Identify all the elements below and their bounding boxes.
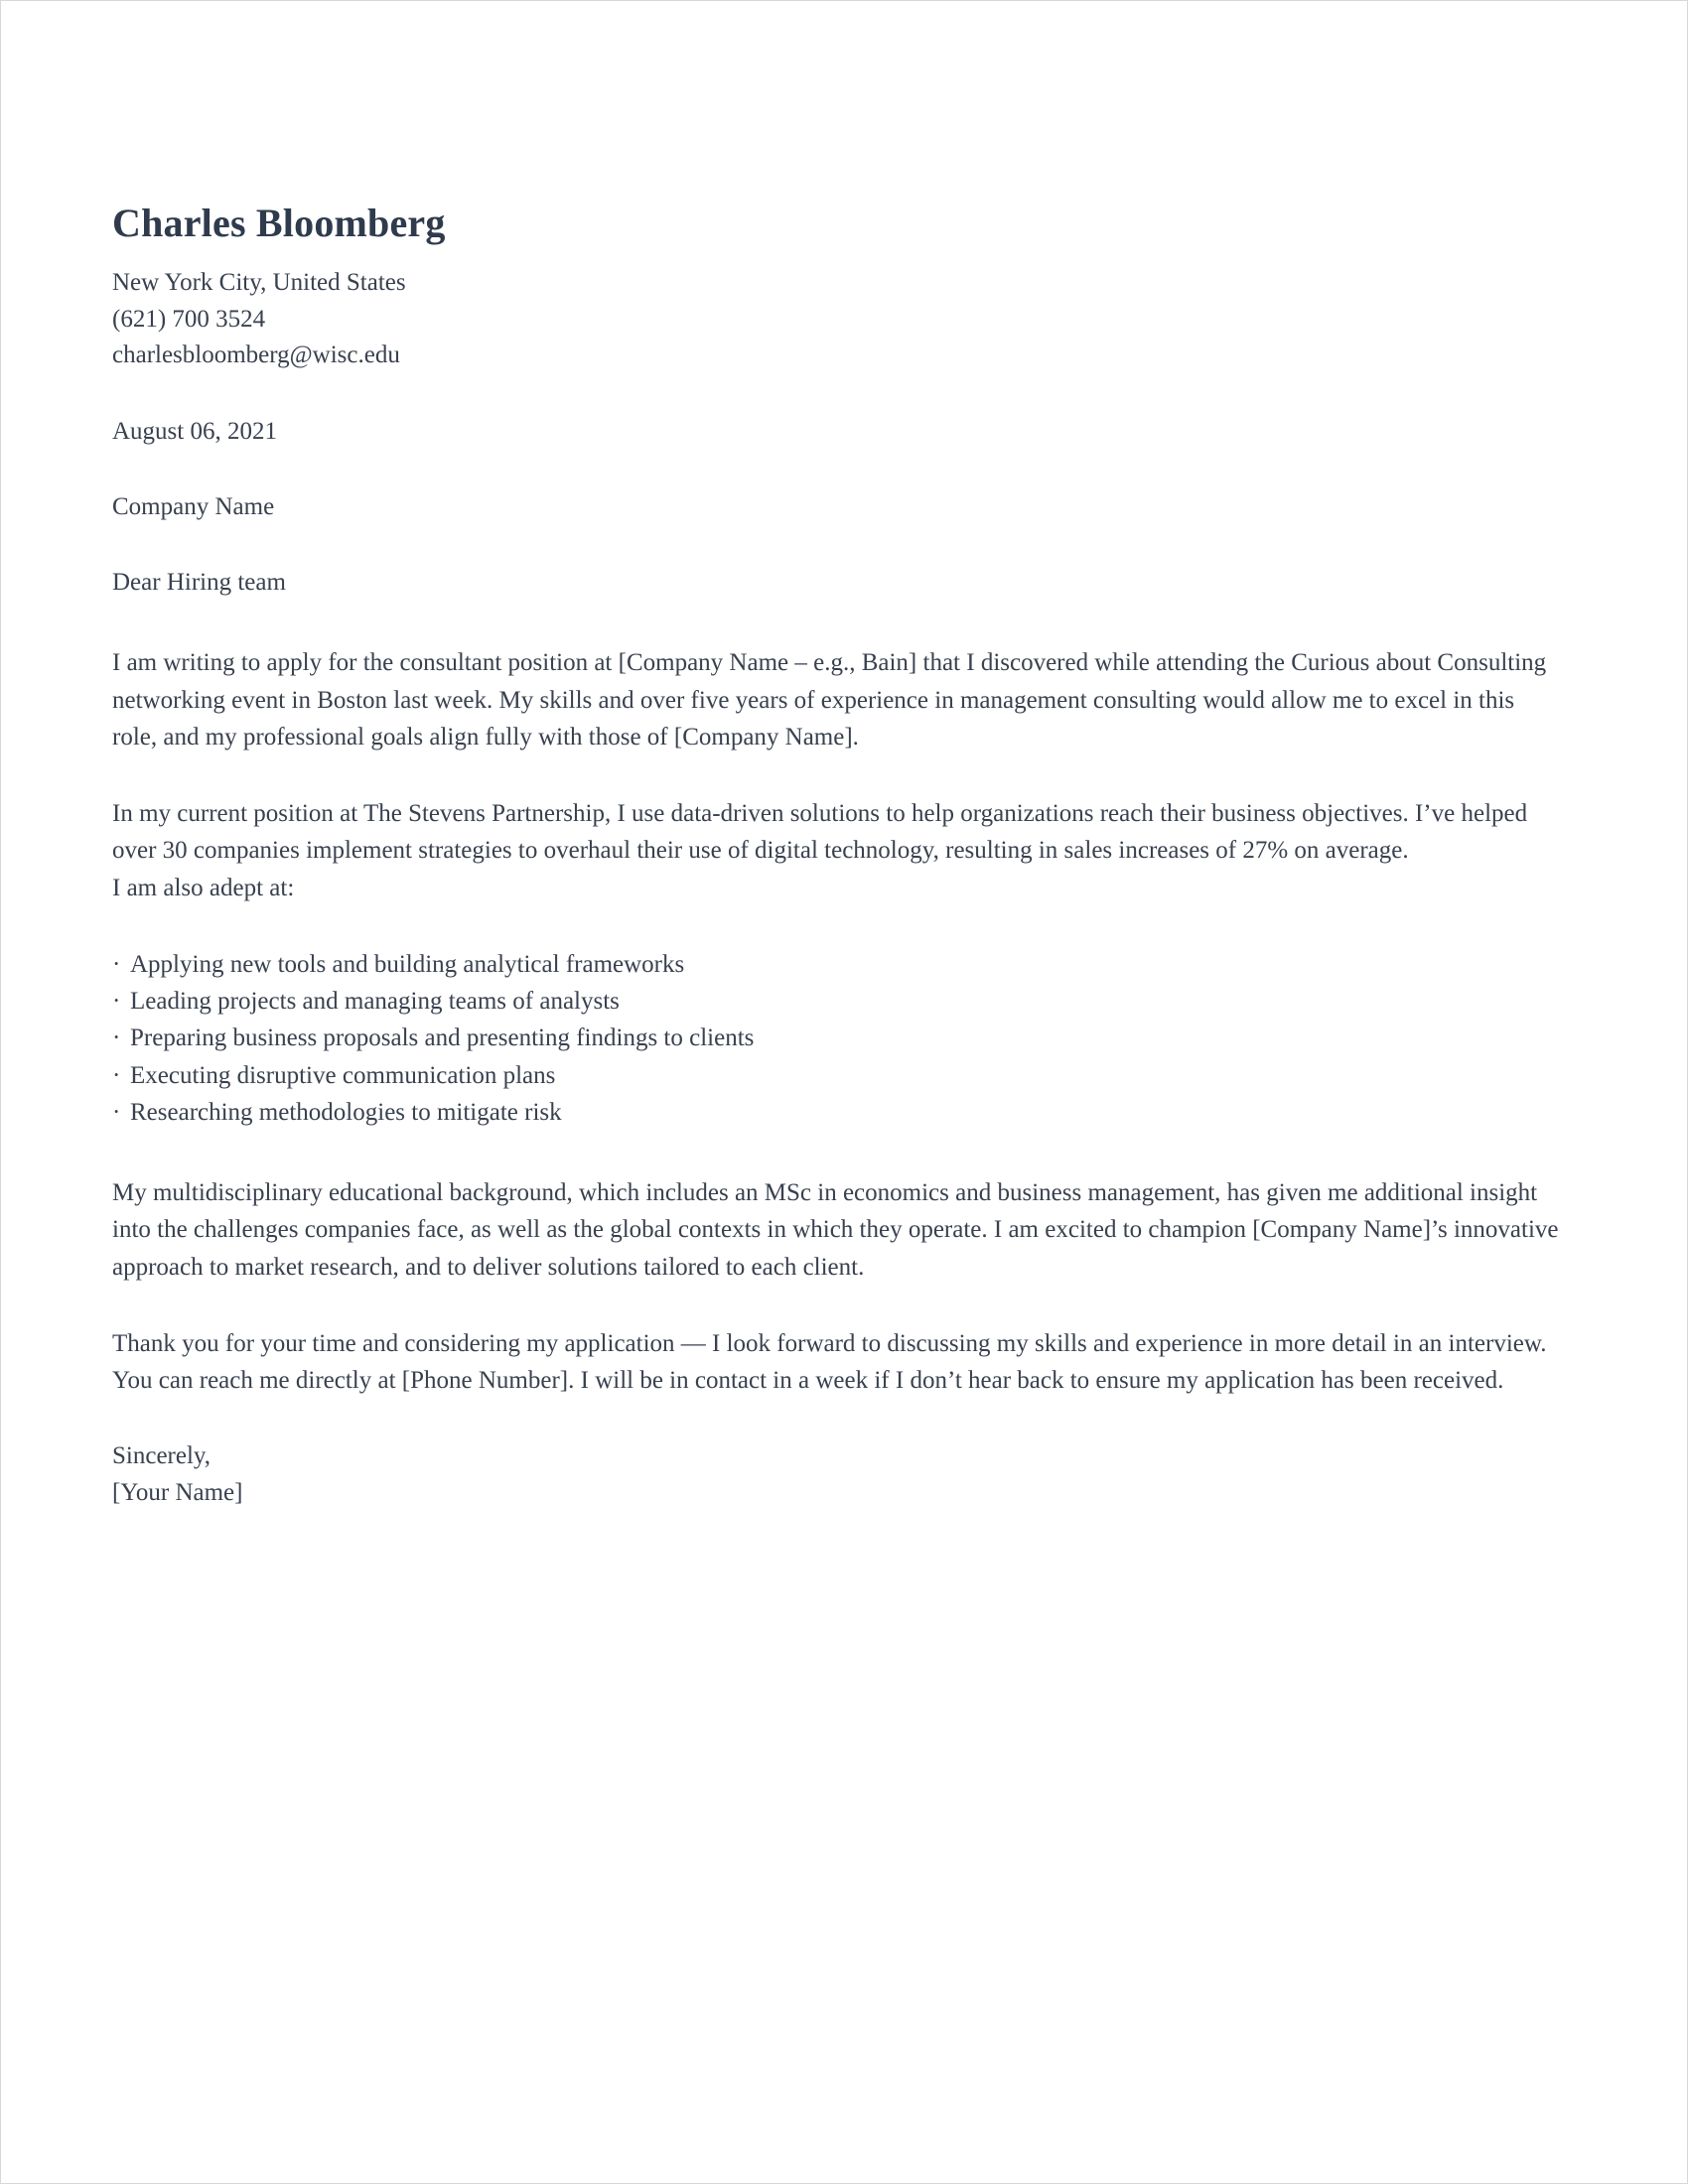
contact-phone: (621) 700 3524 <box>112 305 266 333</box>
list-item-label: Leading projects and managing teams of analysts <box>130 988 620 1015</box>
bullet-icon: · <box>112 950 121 978</box>
bullet-icon: · <box>112 988 121 1015</box>
contact-block <box>112 265 1562 374</box>
spacer <box>112 1131 1562 1174</box>
list-item <box>112 1094 1562 1131</box>
spacer <box>112 1286 1562 1325</box>
bullet-icon: · <box>112 1061 121 1089</box>
paragraph-intro: I am writing to apply for the consultant position at [Company Name – e.g., Bain] that I discovered while attending the Curious about Consulting networking event in Boston last week. My skills and over five years of experience in management consulting would allow me to excel in this role, and my professional goals align fully with those of [Company Name]. <box>112 649 1547 751</box>
spacer <box>112 755 1562 795</box>
spacer <box>112 374 1562 414</box>
salutation: Dear Hiring team <box>112 569 286 596</box>
letter-content <box>112 200 1562 1511</box>
spacer <box>112 601 1562 644</box>
signoff-signature: [Your Name] <box>112 1478 243 1506</box>
skills-lead-in: I am also adept at: <box>112 874 295 901</box>
list-item-label: Executing disruptive communication plans <box>130 1061 556 1089</box>
spacer <box>112 1399 1562 1438</box>
paragraph-current-role: In my current position at The Stevens Partnership, I use data-driven solutions to help organizations reach their business objectives. I’ve helped over 30 companies implement strategies to overhaul their use of digital technology, resulting in sales increases of 27% on average. <box>112 800 1528 865</box>
list-item <box>112 1057 1562 1094</box>
bullet-icon: · <box>112 1024 121 1052</box>
paragraph-education: My multidisciplinary educational background, which includes an MSc in economics and business management, has given me additional insight into the challenges companies face, as well as the global contexts in which they operate. I am excited to champion [Company Name]’s innovative approach to market research, and to deliver solutions tailored to each client. <box>112 1179 1559 1281</box>
contact-email: charlesbloomberg@wisc.edu <box>112 341 400 368</box>
spacer <box>112 450 1562 489</box>
bullet-icon: · <box>112 1098 121 1126</box>
signoff-closing-word: Sincerely, <box>112 1442 211 1470</box>
list-item-label: Preparing business proposals and presenting findings to clients <box>130 1024 755 1052</box>
list-item <box>112 946 1562 983</box>
letter-date: August 06, 2021 <box>112 417 277 445</box>
skills-list <box>112 946 1562 1131</box>
spacer <box>112 906 1562 946</box>
spacer <box>112 525 1562 565</box>
contact-location: New York City, United States <box>112 269 406 296</box>
list-item-label: Researching methodologies to mitigate risk <box>130 1098 562 1126</box>
paragraph-closing: Thank you for your time and considering my application — I look forward to discussing my skills and experience in more detail in an interview. You can reach me directly at [Phone Number]. I will be in contact in a week if I don’t hear back to ensure my application has been received. <box>112 1329 1547 1394</box>
page-title: Charles Bloomberg <box>112 201 446 245</box>
list-item <box>112 983 1562 1020</box>
list-item <box>112 1020 1562 1056</box>
recipient-company: Company Name <box>112 492 275 520</box>
list-item-label: Applying new tools and building analytical frameworks <box>130 950 685 978</box>
